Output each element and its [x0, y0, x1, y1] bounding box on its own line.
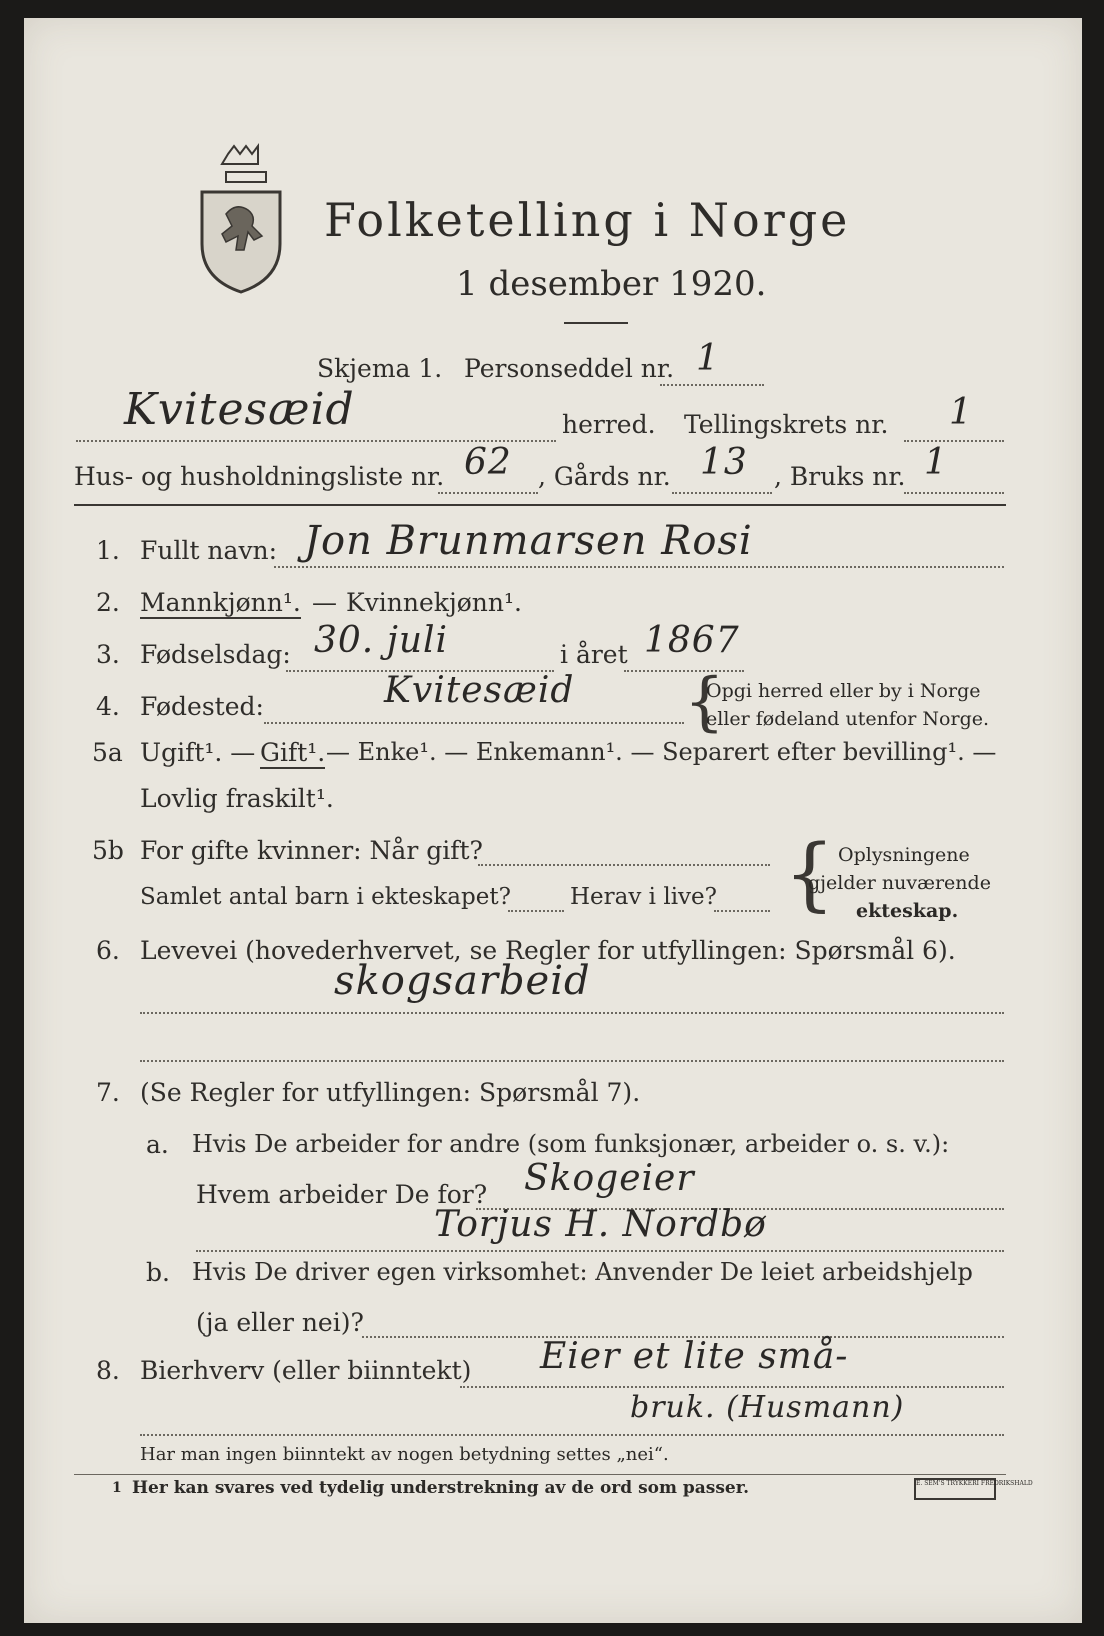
kvinnekjonn-option[interactable]: Kvinnekjønn¹. [346, 588, 522, 617]
hus-field[interactable] [438, 492, 538, 494]
q7a-label2: Hvem arbeider De for? [196, 1180, 488, 1209]
personseddel-label: Personseddel nr. [464, 354, 675, 383]
full-name-value: Jon Brunmarsen Rosi [304, 518, 753, 564]
bruks-field[interactable] [904, 492, 1004, 494]
form-title: Folketelling i Norge [324, 193, 851, 247]
married-when-field[interactable] [478, 864, 770, 866]
q8-number: 8. [96, 1356, 120, 1385]
side-income-value1: Eier et lite små- [540, 1336, 849, 1377]
coat-of-arms-icon [196, 144, 286, 294]
ugift-option[interactable]: Ugift¹. — [140, 738, 256, 767]
bruks-label: , Bruks nr. [774, 462, 906, 491]
tellingskrets-value: 1 [949, 392, 973, 433]
employer-value2: Torjus H. Nordbø [434, 1204, 767, 1245]
side-income-field-2[interactable] [140, 1434, 1004, 1436]
q2-separator: — [312, 588, 337, 617]
q7-label: (Se Regler for utfyllingen: Spørsmål 7). [140, 1078, 641, 1107]
q6-number: 6. [96, 936, 120, 965]
q5b-brace: { [784, 827, 835, 920]
q2-number: 2. [96, 588, 120, 617]
employer-field-2[interactable] [196, 1250, 1004, 1252]
header-divider [74, 504, 1006, 506]
livelihood-value: skogsarbeid [334, 958, 591, 1004]
q4-note-line1: Opgi herred eller by i Norge [706, 680, 981, 702]
q7b-label: Hvis De driver egen virksomhet: Anvender De leiet arbeidshjelp [192, 1258, 973, 1286]
mannkjonn-option[interactable]: Mannkjønn¹. [140, 588, 301, 617]
q5a-line2[interactable]: Lovlig fraskilt¹. [140, 784, 334, 813]
q7b-number: b. [146, 1258, 170, 1287]
bruks-value: 1 [924, 442, 948, 483]
q3-year-label: i året [560, 640, 628, 669]
q5b-note2: gjelder nuværende [808, 872, 991, 894]
hus-value: 62 [464, 442, 512, 483]
birthplace-value: Kvitesæid [384, 670, 575, 711]
footnote-mark: 1 [112, 1480, 122, 1496]
side-income-value2: bruk. (Husmann) [630, 1390, 905, 1425]
q4-brace: { [684, 665, 725, 739]
q5a-other-options[interactable]: — Enke¹. — Enkemann¹. — Separert efter bevilling¹. — [326, 738, 997, 766]
hus-label: Hus- og husholdningsliste nr. [74, 462, 445, 491]
q3-label: Fødselsdag: [140, 640, 291, 669]
birthday-value: 30. juli [314, 620, 449, 661]
tellingskrets-field[interactable] [904, 440, 1004, 442]
q4-number: 4. [96, 692, 120, 721]
personseddel-field[interactable] [660, 384, 764, 386]
q7b-label2: (ja eller nei)? [196, 1308, 364, 1337]
gards-field[interactable] [672, 492, 772, 494]
q5b-label1: For gifte kvinner: Når gift? [140, 836, 483, 865]
q4-note-line2: eller fødeland utenfor Norge. [706, 708, 990, 730]
census-date: 1 desember 1920. [456, 264, 767, 304]
herred-label: herred. [562, 410, 656, 439]
tellingskrets-label: Tellingskrets nr. [684, 410, 889, 439]
herred-value: Kvitesæid [124, 384, 355, 435]
side-income-field[interactable] [460, 1386, 1004, 1388]
employer-value1: Skogeier [524, 1158, 695, 1199]
livelihood-field[interactable] [140, 1012, 1004, 1014]
title-divider [564, 322, 628, 324]
q5b-label3: Herav i live? [570, 884, 717, 910]
q1-number: 1. [96, 536, 120, 565]
q5b-note3: ekteskap. [856, 900, 959, 922]
q7a-number: a. [146, 1130, 169, 1159]
gards-value: 13 [700, 442, 748, 483]
q4-label: Fødested: [140, 692, 264, 721]
livelihood-field-2[interactable] [140, 1060, 1004, 1062]
children-alive-field[interactable] [714, 910, 770, 912]
q6-label: Levevei (hovederhvervet, se Regler for utfyllingen: Spørsmål 6). [140, 936, 956, 965]
q8-label: Bierhverv (eller biinntekt) [140, 1356, 472, 1385]
gift-option[interactable]: Gift¹. [260, 738, 326, 767]
q7a-label: Hvis De arbeider for andre (som funksjonær, arbeider o. s. v.): [192, 1130, 950, 1158]
personseddel-value: 1 [696, 338, 720, 379]
footnote-divider [74, 1474, 1006, 1475]
q7-number: 7. [96, 1078, 120, 1107]
q8-note: Har man ingen biinntekt av nogen betydning settes „nei“. [140, 1444, 669, 1465]
footnote-text: Her kan svares ved tydelig understrekning av de ord som passer. [132, 1478, 750, 1498]
birthplace-field[interactable] [264, 722, 684, 724]
q5b-number: 5b [92, 836, 124, 865]
q5a-number: 5a [92, 738, 123, 767]
skjema-label: Skjema 1. [317, 354, 443, 383]
printer-stamp: E. SEM'S TRYKKERI FREDRIKSHALD [914, 1478, 996, 1500]
q3-number: 3. [96, 640, 120, 669]
children-count-field[interactable] [508, 910, 564, 912]
q1-label: Fullt navn: [140, 536, 278, 565]
q5b-note1: Oplysningene [838, 844, 970, 866]
census-form-sheet [24, 18, 1082, 1623]
q5b-label2: Samlet antal barn i ekteskapet? [140, 884, 511, 910]
full-name-field[interactable] [274, 566, 1004, 568]
birth-year-value: 1867 [644, 620, 740, 661]
gards-label: , Gårds nr. [538, 462, 671, 491]
